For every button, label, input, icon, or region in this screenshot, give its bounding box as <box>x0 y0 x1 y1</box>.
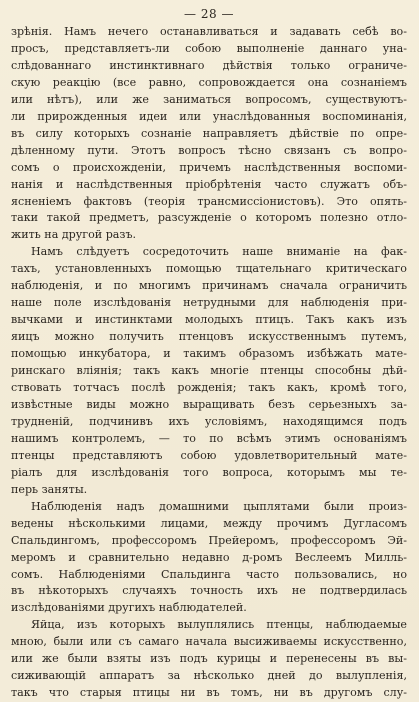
text-line: жить на другой разъ. <box>11 228 137 242</box>
text-line: такъ что старыя птицы ни въ томъ, ни въ другомъ слу- <box>11 686 407 700</box>
text-line: ли прирожденныя идеи или унаслѣдованныя воспоминанія, <box>11 109 407 123</box>
text-line: перь заняты. <box>11 482 88 496</box>
text-line: тахъ, установленныхъ помощью тщательнаго критическаго <box>11 262 407 276</box>
page-number: — 28 — <box>184 7 234 21</box>
text-line: дѣленному пути. Этотъ вопросъ тѣсно связанъ съ вопро- <box>11 143 407 157</box>
text-line: сомъ о происхожденіи, причемъ наслѣдственныя воспоми- <box>11 160 407 174</box>
text-line: слѣдованнаго инстинктивнаго дѣйствія только ограниче- <box>11 58 407 72</box>
text-line: помощью инкубатора, и такимъ образомъ избѣжать мате- <box>11 347 407 361</box>
text-line: Яйца, изъ которыхъ вылуплялись птенцы, наблюдаемые <box>31 618 407 632</box>
text-line: или нѣтъ), или же заниматься вопросомъ, существуютъ- <box>11 92 407 106</box>
paragraph <box>11 617 407 702</box>
text-line: Наблюденія надъ домашними цыплятами были произ- <box>31 499 407 513</box>
text-line: ринскаго вліянія; такъ какъ многіе птенцы способны дѣй- <box>11 364 407 378</box>
text-line: вычками и инстинктами молодыхъ птицъ. Такъ какъ изъ <box>11 313 407 327</box>
text-line: меромъ и сравнительно недавно д-ромъ Веслеемъ Милль- <box>11 550 407 564</box>
text-line: скую реакцію (все равно, сопровождается она сознаніемъ <box>11 75 407 89</box>
text-line: зрѣнія. Намъ нечего останавливаться и задавать себѣ во- <box>11 25 407 38</box>
text-line: изслѣдованіями другихъ наблюдателей. <box>11 601 247 615</box>
text-line: ріалъ для изслѣдованія того вопроса, которымъ мы те- <box>11 465 407 479</box>
text-line: ведены нѣсколькими лицами, между прочимъ Дугласомъ <box>11 516 407 530</box>
text-line: ствовать тотчасъ послѣ рожденія; такъ какъ, кромѣ того, <box>11 381 407 395</box>
paragraph <box>11 499 407 618</box>
text-line: Намъ слѣдуетъ сосредоточить наше вниманіе на фак- <box>31 245 407 259</box>
text-line: сиживающій аппаратъ за нѣсколько дней до вылупленія, <box>11 669 407 683</box>
text-line: трудненій, подчинивъ ихъ условіямъ, находящимся подъ <box>11 414 407 428</box>
text-line: мною, были или съ самаго начала высиживаемы искусственно, <box>11 635 407 649</box>
text-line: или же были взяты изъ подъ курицы и перенесены въ вы- <box>11 652 407 666</box>
text-line: ясненіемъ фактовъ (теорія трансмиссіонистовъ). Это опять- <box>11 194 407 208</box>
page-body <box>11 24 407 702</box>
text-line: нанія и наслѣдственныя пріобрѣтенія часто служатъ объ- <box>11 177 407 191</box>
text-line: извѣстные виды можно выращивать безъ серьезныхъ за- <box>11 397 407 411</box>
text-line: наше поле изслѣдованія нетрудными для наблюденія при- <box>11 296 407 310</box>
text-line: наблюденія, и по многимъ причинамъ сначала ограничить <box>11 279 407 293</box>
text-line: яицъ можно получить птенцовъ искусственнымъ путемъ, <box>11 330 407 344</box>
text-line: сомъ. Наблюденіями Спальдинга часто пользовались, но <box>11 567 407 581</box>
text-line: нашимъ контролемъ, — то по всѣмъ этимъ основаніямъ <box>11 431 407 445</box>
text-line: просъ, представляетъ-ли собою выполненіе даннаго уна- <box>11 41 407 55</box>
text-line: птенцы представляютъ собою удовлетворительный мате- <box>11 448 407 462</box>
paragraph <box>11 244 407 498</box>
text-line: въ силу которыхъ сознаніе направляетъ дѣйствіе по опре- <box>11 126 407 140</box>
text-line: таки такой предметъ, разсужденіе о которомъ полезно отло- <box>11 211 407 225</box>
text-line: въ нѣкоторыхъ случаяхъ точность ихъ не подтвердилась <box>11 584 407 598</box>
paragraph <box>11 24 407 244</box>
text-line: Спальдингомъ, профессоромъ Прейеромъ, профессоромъ Эй- <box>11 533 407 547</box>
